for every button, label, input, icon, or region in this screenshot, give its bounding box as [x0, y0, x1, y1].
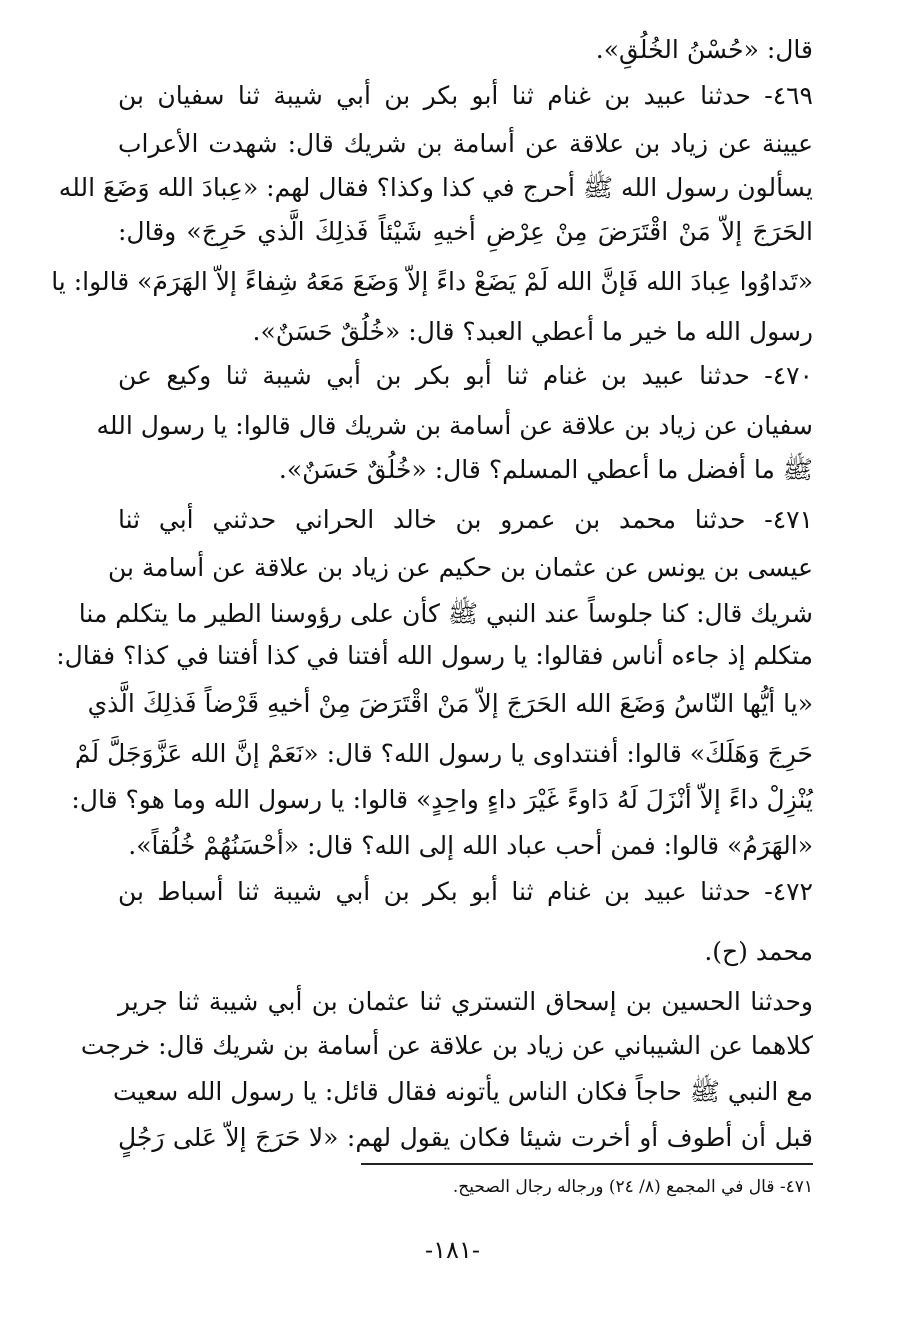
hadith-470-line: ٤٧٠- حدثنا عبيد بن غنام ثنا أبو بكر بن أبي شيبة ثنا وكيع عن — [118, 361, 813, 390]
text-line: سفيان عن زياد بن علاقة عن أسامة بن شريك قال قالوا: يا رسول الله — [96, 411, 813, 440]
text-line: قبل أن أطوف أو أخرت شيئا فكان يقول لهم: «لا حَرَجَ إلاّ عَلى رَجُلٍ — [118, 1123, 813, 1152]
text-line: ﷺ ما أفضل ما أعطي المسلم؟ قال: «خُلُقٌ حَسَنٌ». — [278, 455, 813, 484]
text-line: «يا أيُّها النّاسُ وَضَعَ الله الحَرَجَ إلاّ مَنْ اقْتَرَضَ مِنْ أخيهِ قَرْضاً فَذلِكَ الَّذي — [87, 689, 813, 718]
text-line: الحَرَجَ إلاّ مَنْ اقْتَرَضَ مِنْ عِرْضِ أخيهِ شَيْئاً فَذلِكَ الَّذي حَرِجَ» وقال: — [118, 217, 813, 246]
text-line: قال: «حُسْنُ الخُلُقِ». — [595, 35, 813, 64]
text-line: شريك قال: كنا جلوساً عند النبي ﷺ كأن على رؤوسنا الطير ما يتكلم منا — [78, 599, 813, 628]
footnote: ٤٧١- قال في المجمع (٨/ ٢٤) ورجاله رجال الصحيح. — [452, 1177, 813, 1197]
text-line: كلاهما عن الشيباني عن زياد بن علاقة عن أسامة بن شريك قال: خرجت — [80, 1031, 813, 1060]
hadith-471-line: ٤٧١- حدثنا محمد بن عمرو بن خالد الحراني حدثني أبي ثنا — [118, 505, 813, 534]
text-line: حَرِجَ وَهَلَكَ» قالوا: أفنتداوى يا رسول الله؟ قال: «نَعَمْ إنَّ الله عَزَّوَجَلَّ لَمْ — [74, 739, 813, 768]
text-line: رسول الله ما خير ما أعطي العبد؟ قال: «خُلُقٌ حَسَنٌ». — [252, 317, 813, 346]
text-line: يُنْزِلْ داءً إلاّ أنْزَلَ لَهُ دَاوءً غَيْرَ داءٍ واحِدٍ» قالوا: يا رسول الله وما هو؟ قال: — [71, 785, 813, 814]
text-line: مع النبي ﷺ حاجاً فكان الناس يأتونه فقال قائل: يا رسول الله سعيت — [113, 1077, 813, 1106]
text-line: عيينة عن زياد بن علاقة عن أسامة بن شريك قال: شهدت الأعراب — [118, 129, 813, 158]
footnote-divider — [361, 1163, 813, 1165]
text-line: متكلم إذ جاءه أناس فقالوا: يا رسول الله أفتنا في كذا أفتنا في كذا؟ فقال: — [56, 641, 813, 670]
text-line: عيسى بن يونس عن عثمان بن حكيم عن زياد بن علاقة عن أسامة بن — [107, 553, 813, 582]
text-line: محمد (ح). — [704, 937, 813, 966]
text-line: «تَداوُوا عِبادَ الله فَإنَّ الله لَمْ يَضَعْ داءً إلاّ وَضَعَ مَعَهُ شِفاءً إلاّ الهَرَمَ» قالوا: يا — [51, 267, 813, 296]
text-line: يسألون رسول الله ﷺ أحرج في كذا وكذا؟ فقال لهم: «عِبادَ الله وَضَعَ الله — [58, 173, 813, 202]
page-number: -١٨١- — [425, 1236, 480, 1264]
text-line: وحدثنا الحسين بن إسحاق التستري ثنا عثمان بن أبي شيبة ثنا جرير — [118, 987, 813, 1016]
text-line: «الهَرَمُ» قالوا: فمن أحب عباد الله إلى الله؟ قال: «أحْسَنُهُمْ خُلُقاً». — [128, 831, 813, 860]
hadith-469-line: ٤٦٩- حدثنا عبيد بن غنام ثنا أبو بكر بن أبي شيبة ثنا سفيان بن — [118, 81, 813, 110]
hadith-472-line: ٤٧٢- حدثنا عبيد بن غنام ثنا أبو بكر بن أبي شيبة ثنا أسباط بن — [118, 877, 813, 906]
